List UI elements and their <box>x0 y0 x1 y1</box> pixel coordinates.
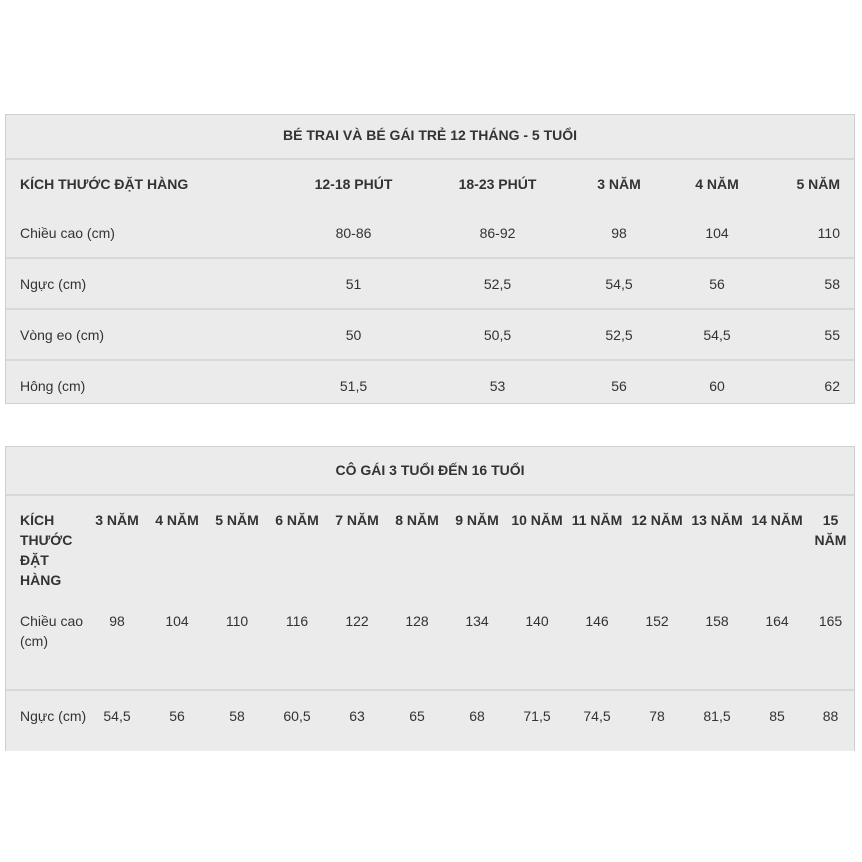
table-cell: 98 <box>109 613 125 629</box>
table-cell: 122 <box>345 613 369 629</box>
header-cell: 5 NĂM <box>215 512 259 528</box>
table-cell: 110 <box>817 224 840 241</box>
table-cell: 116 <box>285 613 309 629</box>
header-cell: 12-18 PHÚT <box>314 176 393 192</box>
header-cell: 15 NĂM <box>814 512 847 548</box>
size-table-girls <box>5 446 855 751</box>
row-label: Ngực (cm) <box>6 690 87 751</box>
table-cell: 52,5 <box>425 258 570 309</box>
header-cell: 6 NĂM <box>275 512 319 528</box>
header-cell: 10 NĂM <box>511 512 563 528</box>
table-cell: 128 <box>405 613 429 629</box>
table-row <box>6 360 854 410</box>
table-cell: 104 <box>705 224 729 241</box>
size-grid <box>6 496 854 751</box>
table-cell: 54,5 <box>87 690 147 751</box>
table-header-row <box>6 496 854 590</box>
table-cell: 98 <box>611 224 627 241</box>
header-cell: 7 NĂM <box>335 512 379 528</box>
table-cell: 52,5 <box>570 309 668 360</box>
table-cell: 68 <box>447 690 507 751</box>
table-cell: 65 <box>387 690 447 751</box>
table-cell: 58 <box>207 690 267 751</box>
table-row <box>6 258 854 309</box>
header-cell: 14 NĂM <box>751 512 803 528</box>
header-cell: 4 NĂM <box>695 176 739 192</box>
table-cell: 134 <box>465 613 489 629</box>
table-cell: 54,5 <box>668 309 766 360</box>
table-cell: 50 <box>282 309 425 360</box>
header-cell: 18-23 PHÚT <box>458 176 537 192</box>
header-cell: 13 NĂM <box>691 512 743 528</box>
table-cell: 60 <box>668 360 766 410</box>
size-grid <box>6 160 854 410</box>
table-cell: 152 <box>645 613 669 629</box>
table-title: BÉ TRAI VÀ BÉ GÁI TRẺ 12 THÁNG - 5 TUỔI <box>6 115 854 160</box>
table-cell: 78 <box>627 690 687 751</box>
table-cell: 80-86 <box>335 224 372 241</box>
header-cell: 8 NĂM <box>395 512 439 528</box>
table-cell: 85 <box>747 690 807 751</box>
table-cell: 88 <box>807 690 854 751</box>
table-cell: 140 <box>525 613 549 629</box>
table-cell: 54,5 <box>570 258 668 309</box>
table-cell: 56 <box>147 690 207 751</box>
table-cell: 104 <box>165 613 189 629</box>
table-cell: 74,5 <box>567 690 627 751</box>
table-row <box>6 690 854 751</box>
table-cell: 158 <box>705 613 729 629</box>
table-cell: 56 <box>570 360 668 410</box>
table-cell: 60,5 <box>267 690 327 751</box>
table-title: CÔ GÁI 3 TUỔI ĐẾN 16 TUỔI <box>6 447 854 496</box>
table-cell: 164 <box>765 613 789 629</box>
table-cell: 81,5 <box>687 690 747 751</box>
table-row <box>6 590 854 690</box>
header-cell: KÍCH THƯỚC ĐẶT HÀNG <box>20 512 73 588</box>
table-cell: 58 <box>766 258 854 309</box>
table-header-row <box>6 160 854 208</box>
table-cell: 63 <box>327 690 387 751</box>
table-cell: 55 <box>766 309 854 360</box>
row-label: Vòng eo (cm) <box>6 309 282 360</box>
header-cell: 12 NĂM <box>631 512 683 528</box>
table-cell: 110 <box>225 613 249 629</box>
header-cell: 9 NĂM <box>455 512 499 528</box>
table-cell: 51,5 <box>282 360 425 410</box>
table-cell: 86-92 <box>479 224 516 241</box>
table-cell: 71,5 <box>507 690 567 751</box>
size-table-toddler <box>5 114 855 404</box>
row-label: Chiều cao (cm) <box>20 224 115 241</box>
table-row <box>6 208 854 258</box>
table-cell: 165 <box>818 613 843 629</box>
table-row <box>6 309 854 360</box>
table-cell: 56 <box>668 258 766 309</box>
row-label: Ngực (cm) <box>6 258 282 309</box>
header-cell: 5 NĂM <box>796 176 840 192</box>
table-cell: 146 <box>585 613 609 629</box>
table-cell: 51 <box>282 258 425 309</box>
header-cell: 3 NĂM <box>95 512 139 528</box>
table-cell: 53 <box>425 360 570 410</box>
row-label: Chiều cao (cm) <box>20 613 84 649</box>
table-cell: 50,5 <box>425 309 570 360</box>
header-cell: 3 NĂM <box>597 176 641 192</box>
header-cell: KÍCH THƯỚC ĐẶT HÀNG <box>20 176 189 192</box>
header-cell: 4 NĂM <box>155 512 199 528</box>
header-cell: 11 NĂM <box>571 512 623 528</box>
table-cell: 62 <box>766 360 854 410</box>
row-label: Hông (cm) <box>6 360 282 410</box>
